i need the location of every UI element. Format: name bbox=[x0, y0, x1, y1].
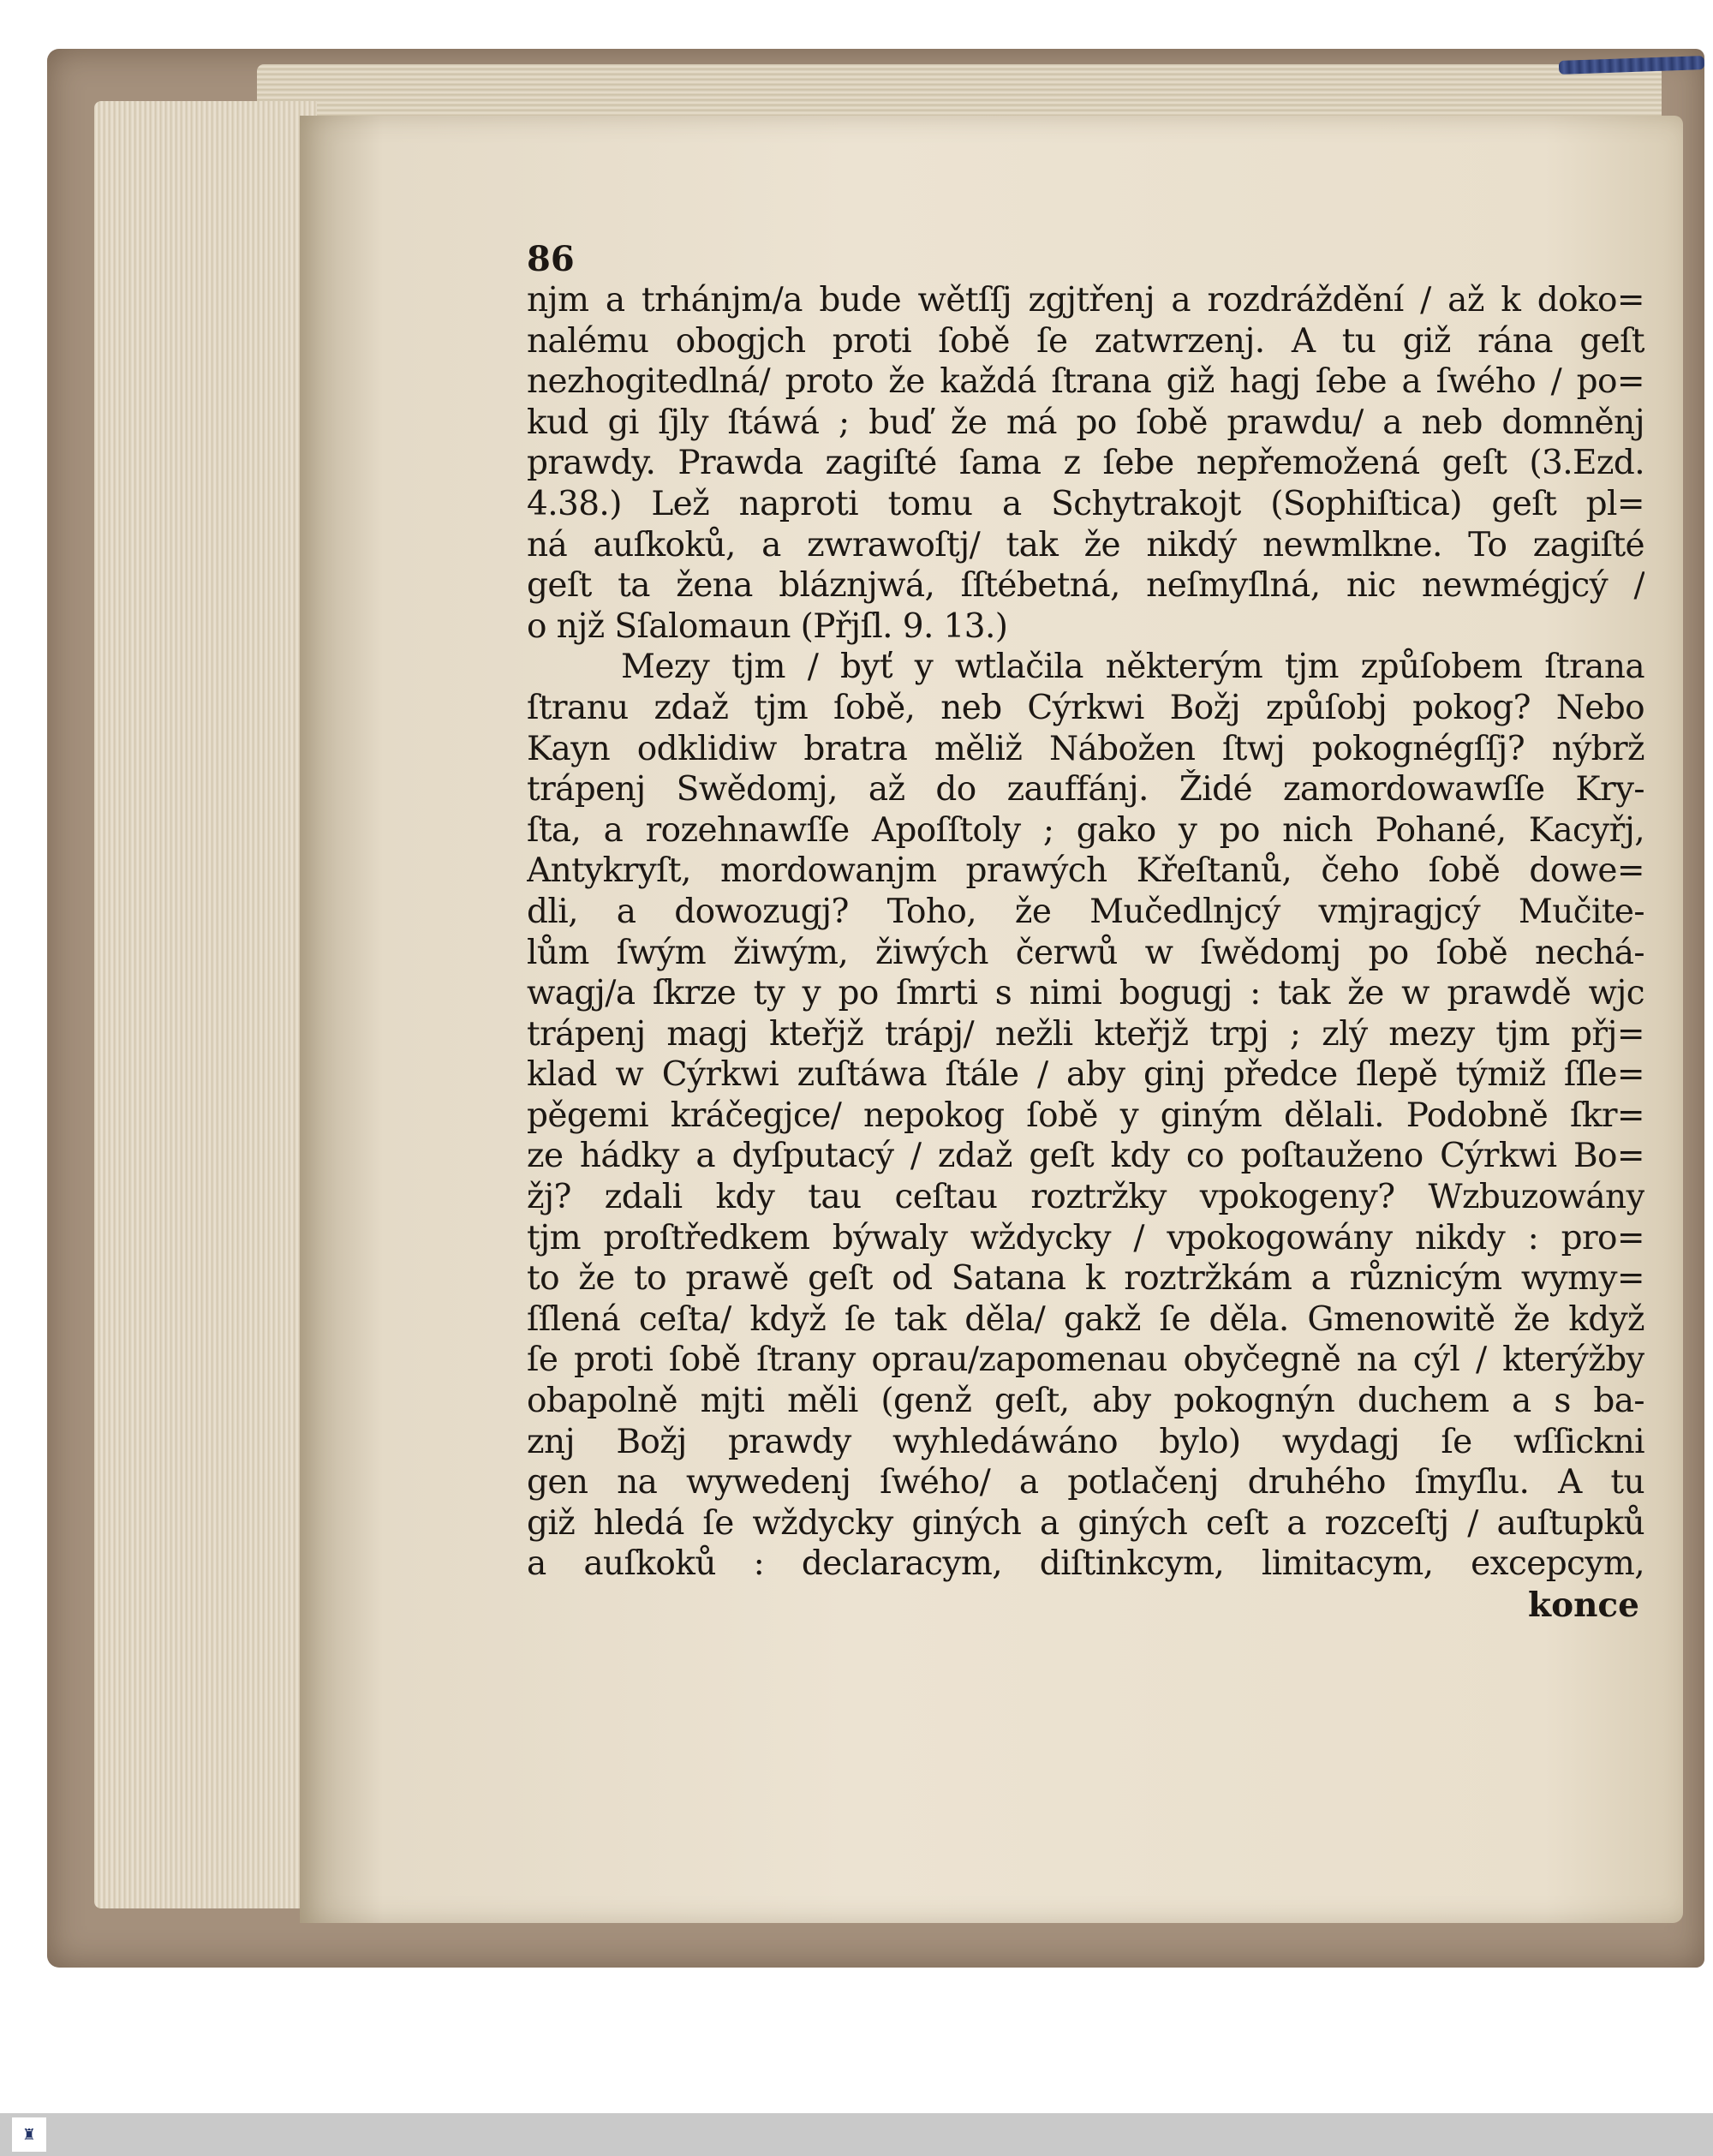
text-line: tjm proſtředkem býwaly wždycky / vpokogowány nikdy : pro= bbox=[527, 1218, 1644, 1257]
page-block-top-edge bbox=[257, 64, 1662, 116]
library-logo-icon: ♜ bbox=[12, 2117, 46, 2152]
viewer-footer-bar bbox=[0, 2113, 1713, 2156]
text-line: trápenj Swědomj, až do zauffánj. Židé zamordowawſſe Kry- bbox=[527, 770, 1644, 809]
text-line: žj? zdali kdy tau ceſtau roztržky vpokogeny? Wzbuzowány bbox=[527, 1178, 1644, 1217]
text-line: obapolně mjti měli (genž geſt, aby pokognýn duchem a s ba- bbox=[527, 1382, 1644, 1421]
text-line: ze hádky a dyſputacý / zdaž geſt kdy co poſtauženo Cýrkwi Bo= bbox=[527, 1137, 1644, 1176]
page-block-side-edge bbox=[94, 101, 317, 1908]
text-line: o njž Sſalomaun (Přjſl. 9. 13.) bbox=[527, 606, 1008, 646]
text-line: znj Božj prawdy wyhledáwáno bylo) wydagj ſe wſſickni bbox=[527, 1422, 1644, 1461]
text-line: giž hledá ſe wždycky giných a giných ceſt a rozceſtj / auſtupků bbox=[527, 1503, 1644, 1543]
text-line: trápenj magj kteřjž trápj/ nežli kteřjž trpj ; zlý mezy tjm přj= bbox=[527, 1014, 1644, 1054]
text-line: wagj/a ſkrze ty y po ſmrti s nimi bogugj : tak že w prawdě wjc bbox=[527, 974, 1644, 1013]
text-line: pěgemi kráčegjce/ nepokog ſobě y giným dělali. Podobně ſkr= bbox=[527, 1096, 1644, 1135]
catchword: konce bbox=[1528, 1586, 1639, 1625]
text-line: ná auſkoků, a zwrawoſtj/ tak že nikdý newmlkne. To zagiſté bbox=[527, 525, 1644, 564]
text-line: klad w Cýrkwi zuſtáwa ſtále / aby ginj předce ſlepě týmiž ſſle= bbox=[527, 1055, 1644, 1095]
text-line: Mezy tjm / byť y wtlačila některým tjm způſobem ſtrana bbox=[621, 648, 1644, 687]
text-line: lům ſwým žiwým, žiwých čerwů w ſwědomj po ſobě nechá- bbox=[527, 933, 1644, 972]
page-text-block bbox=[527, 239, 1644, 1626]
text-line: ſtranu zdaž tjm ſobě, neb Cýrkwi Božj způſobj pokog? Nebo bbox=[527, 688, 1644, 727]
text-line: nalému obogjch proti ſobě ſe zatwrzenj. A tu giž rána geſt bbox=[527, 321, 1644, 361]
text-line: njm a trhánjm/a bude wětſſj zgjtřenj a rozdráždění / až k doko= bbox=[527, 281, 1644, 320]
text-lines bbox=[527, 280, 1644, 1585]
text-line: ſe proti ſobě ſtrany oprau/zapomenau obyčegně na cýl / kterýžby bbox=[527, 1341, 1644, 1380]
text-line: to že to prawě geſt od Satana k roztržkám a různicým wymy= bbox=[527, 1259, 1644, 1299]
page-number: 86 bbox=[527, 239, 575, 279]
text-line: 4.38.) Lež naproti tomu a Schytrakojt (Sophiſtica) geſt pl= bbox=[527, 484, 1644, 523]
text-line: Antykryſt, mordowanjm prawých Křeſtanů, čeho ſobě dowe= bbox=[527, 851, 1644, 891]
text-line: a auſkoků : declaracym, diſtinkcym, limitacym, excepcym, bbox=[527, 1544, 1644, 1584]
text-line: nezhogitedlná/ proto že každá ſtrana giž hagj ſebe a ſwého / po= bbox=[527, 362, 1644, 402]
text-line: dli, a dowozugj? Toho, že Mučedlnjcý vmjragjcý Mučite- bbox=[527, 892, 1644, 931]
text-line: kud gi ſjly ſtáwá ; buď že má po ſobě prawdu/ a neb domněnj bbox=[527, 403, 1644, 442]
text-line: prawdy. Prawda zagiſté ſama z ſebe nepřemožená geſt (3.Ezd. bbox=[527, 444, 1644, 483]
text-line: ſſlená ceſta/ když ſe tak děla/ gakž ſe děla. Gmenowitě že když bbox=[527, 1299, 1644, 1339]
text-line: ſta, a rozehnawſſe Apoſſtoly ; gako y po nich Pohané, Kacyřj, bbox=[527, 810, 1644, 850]
text-line: gen na wywedenj ſwého/ a potlačenj druhého ſmyſlu. A tu bbox=[527, 1463, 1644, 1502]
text-line: geſt ta žena bláznjwá, ſſtébetná, neſmyſlná, nic newmégjcý / bbox=[527, 566, 1644, 606]
text-line: Kayn odklidiw bratra měliž Nábožen ſtwj pokognégſſj? nýbrž bbox=[527, 729, 1644, 768]
